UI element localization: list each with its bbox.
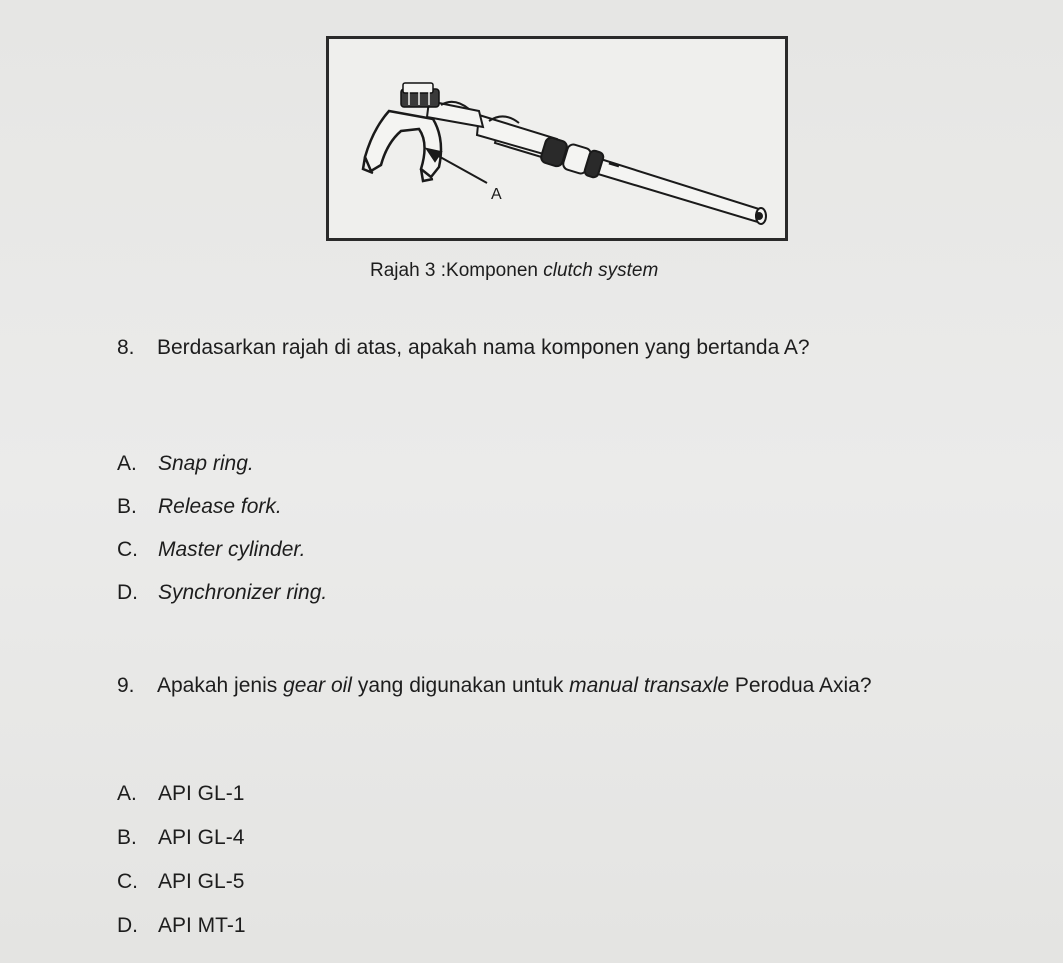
- option-letter: B.: [117, 495, 137, 518]
- question-text-italic-2: manual transaxle: [569, 674, 730, 697]
- option-text: API GL-5: [158, 870, 245, 893]
- option-letter: D.: [117, 581, 138, 604]
- q9-option-c: [117, 870, 244, 894]
- option-text: Master cylinder.: [158, 538, 306, 561]
- q8-option-c: [117, 538, 305, 562]
- figure-caption: [370, 260, 658, 282]
- option-letter: C.: [117, 538, 138, 561]
- option-text: API MT-1: [158, 914, 246, 937]
- question-text-1: Apakah jenis: [157, 674, 284, 697]
- q9-option-a: [117, 782, 244, 806]
- spring-clip: [401, 83, 439, 107]
- marker-label-a: A: [491, 186, 502, 203]
- option-letter: B.: [117, 826, 137, 849]
- question-8: [117, 336, 810, 360]
- caption-italic: clutch system: [543, 260, 659, 281]
- q8-option-b: [117, 495, 282, 519]
- q9-option-b: [117, 826, 244, 850]
- option-letter: A.: [117, 452, 137, 475]
- question-9: [117, 674, 872, 698]
- caption-prefix: Rajah 3 :Komponen: [370, 260, 544, 281]
- shaft-collar: [477, 115, 604, 178]
- release-fork: [363, 111, 441, 181]
- option-text: Release fork.: [158, 495, 282, 518]
- option-letter: C.: [117, 870, 138, 893]
- question-text: Berdasarkan rajah di atas, apakah nama komponen yang bertanda A?: [157, 336, 810, 359]
- option-text: Snap ring.: [158, 452, 254, 475]
- q8-option-d: [117, 581, 327, 605]
- option-letter: D.: [117, 914, 138, 937]
- question-text-italic-1: gear oil: [283, 674, 352, 697]
- option-text: API GL-1: [158, 782, 245, 805]
- option-letter: A.: [117, 782, 137, 805]
- clutch-fork-illustration: [329, 39, 785, 238]
- q8-option-a: [117, 452, 254, 476]
- question-text-2: yang digunakan untuk: [351, 674, 570, 697]
- question-number: 9.: [117, 674, 135, 697]
- option-text: Synchronizer ring.: [158, 581, 328, 604]
- figure-frame: [326, 36, 788, 241]
- question-text-3: Perodua Axia?: [729, 674, 872, 697]
- option-text: API GL-4: [158, 826, 245, 849]
- question-number: 8.: [117, 336, 135, 359]
- q9-option-d: [117, 914, 246, 938]
